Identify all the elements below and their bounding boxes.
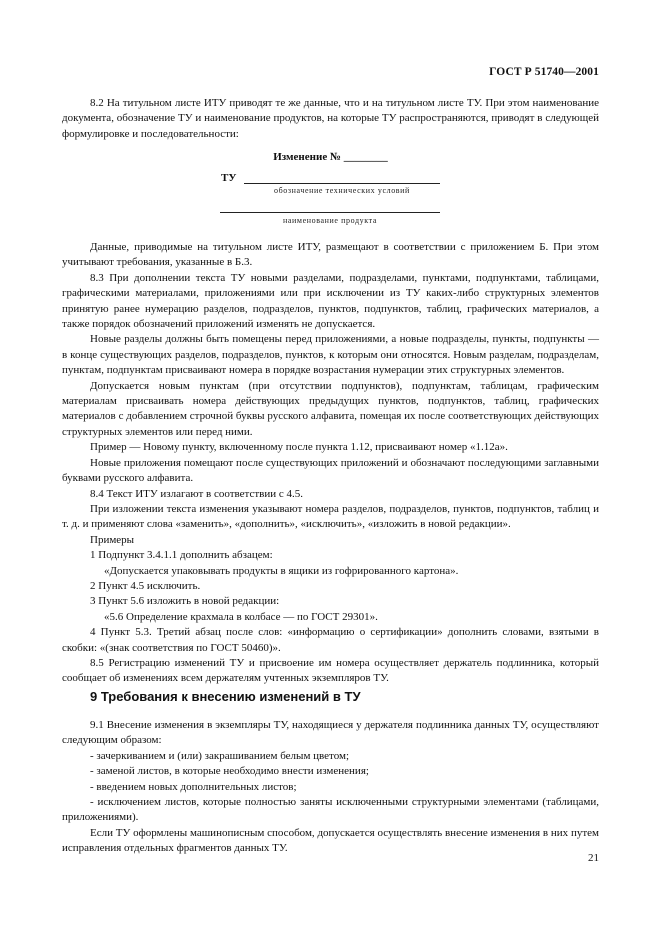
bullet-item: - введением новых дополнительных листов; bbox=[90, 780, 297, 793]
form-tu-line bbox=[244, 183, 440, 184]
form-tu-caption: обозначение технических условий bbox=[274, 186, 410, 195]
example-item: 4 Пункт 5.3. Третий абзац после слов: «информацию о сертификации» дополнить словами, взятыми в скобки: «(знак соответствия по ГОСТ 50460)». bbox=[62, 626, 599, 654]
paragraph-8-3: 8.3 При дополнении текста ТУ новыми разделами, подразделами, пунктами, подпунктами, таблицами, графическими материалами, приложениями или при исключении из ТУ каких-либо структурных элементов принятую ранее нумерацию разделов, подразделов, пунктов, подпунктов, таблиц, графических материалов, а также порядок обозначений приложений изменять не допускается. bbox=[62, 271, 599, 331]
example-item: 3 Пункт 5.6 изложить в новой редакции: bbox=[90, 595, 280, 608]
paragraph-8-5: 8.5 Регистрацию изменений ТУ и присвоение им номера осуществляет держатель подлинника, который сообщает об изменениях всем держателям учтенных экземпляров ТУ. bbox=[62, 656, 599, 685]
paragraph-8-2: 8.2 На титульном листе ИТУ приводят те же данные, что и на титульном листе ТУ. При этом наименование документа, обозначение ТУ и наименование продуктов, на которые ТУ распространяются, приводят в следующей формулировке и последовательности: bbox=[62, 97, 599, 140]
bullet-item: - заменой листов, в которые необходимо внести изменения; bbox=[90, 765, 369, 778]
section-9-body bbox=[62, 718, 599, 857]
example-subtext: «5.6 Определение крахмала в колбасе — по ГОСТ 29301». bbox=[104, 610, 378, 623]
example-item: 1 Подпункт 3.4.1.1 дополнить абзацем: bbox=[90, 549, 273, 562]
example-note: Пример — Новому пункту, включенному после пункта 1.12, присваивают номер «1.12а». bbox=[90, 441, 508, 454]
paragraph: Если ТУ оформлены машинописным способом, допускается осуществлять внесение изменения в них путем исправления отдельных фрагментов данных ТУ. bbox=[62, 826, 599, 855]
paragraph: Новые приложения помещают после существующих приложений и обозначают последующими заглавными буквами русского алфавита. bbox=[62, 456, 599, 485]
form-product-line bbox=[220, 212, 440, 213]
paragraph-8-2-block bbox=[62, 96, 599, 142]
page-number: 21 bbox=[588, 852, 599, 864]
form-tu-label: ТУ bbox=[221, 172, 237, 184]
examples-label: Примеры bbox=[90, 533, 135, 546]
section-9-heading: 9 Требования к внесению изменений в ТУ bbox=[90, 689, 361, 704]
document-code: ГОСТ Р 51740—2001 bbox=[489, 66, 599, 78]
paragraph-8-4: 8.4 Текст ИТУ излагают в соответствии с 4.5. bbox=[90, 487, 304, 500]
example-item: 2 Пункт 4.5 исключить. bbox=[90, 579, 201, 592]
bullet-item: - зачеркиванием и (или) закрашиванием белым цветом; bbox=[90, 749, 350, 762]
paragraph-9-1: 9.1 Внесение изменения в экземпляры ТУ, находящиеся у держателя подлинника данных ТУ, осуществляют следующим образом: bbox=[62, 719, 599, 747]
bullet-item: - исключением листов, которые полностью заняты исключенными структурными элементами (таблицами, приложениями). bbox=[62, 796, 599, 824]
example-subtext: «Допускается упаковывать продукты в ящики из гофрированного картона». bbox=[104, 564, 459, 577]
paragraph: При изложении текста изменения указывают номера разделов, подразделов, пунктов, подпунктов, таблиц и т. д. и применяют слова «заменить», «дополнить», «исключить», «изложить в новой редакции». bbox=[62, 502, 599, 531]
paragraph: Допускается новым пунктам (при отсутствии подпунктов), подпунктам, таблицам, графическим материалам присваивать номера действующих предыдущих пунктов, подпунктов, таблиц, графических материалов с добавлением строчной буквы русского алфавита, помещая их после соответствующих действующих структурных элементов или перед ними. bbox=[62, 379, 599, 438]
paragraph: Новые разделы должны быть помещены перед приложениями, а новые подразделы, пункты, подпункты — в конце существующих разделов, подразделов, пунктов, к которым они относятся. Новым разделам, подразделам, пунктам, подпунктам присваивают номера в порядке возрастания нумерации этих структурных элементов. bbox=[62, 333, 599, 377]
form-product-caption: наименование продукта bbox=[283, 216, 377, 225]
form-title: Изменение № ________ bbox=[273, 151, 388, 163]
paragraph: Данные, приводимые на титульном листе ИТУ, размещают в соответствии с приложением Б. При этом учитывают требования, указанные в Б.3. bbox=[62, 241, 599, 269]
section-8-body bbox=[62, 240, 599, 687]
